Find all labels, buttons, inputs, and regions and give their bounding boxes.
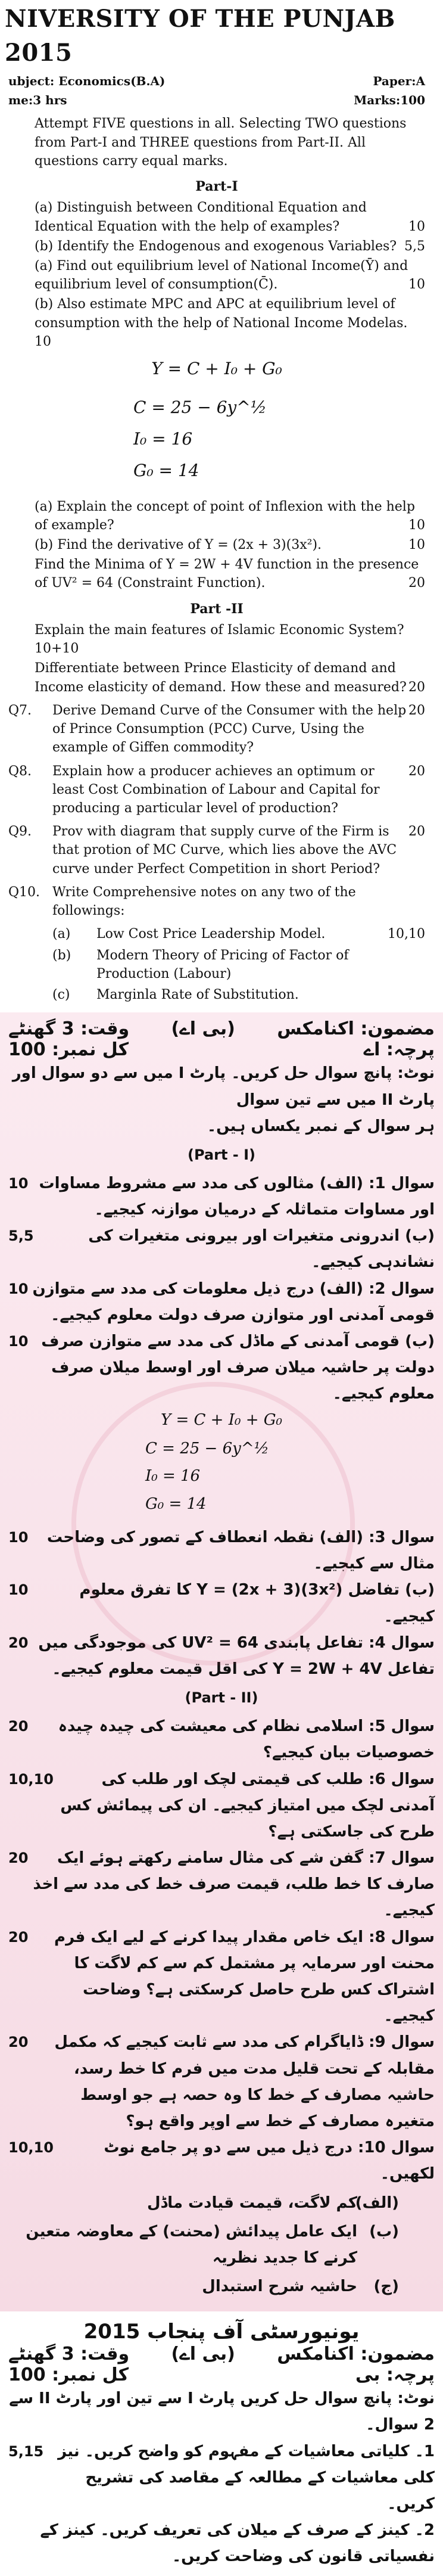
- question-marks: 20: [408, 763, 425, 779]
- time-label: me:3 hrs: [8, 92, 67, 107]
- paper-b-instruction: نوٹ: پانچ سوال حل کریں پارٹ I سے تین اور پارٹ II سے 2 سوال۔: [9, 2389, 435, 2434]
- sub-label: (a): [52, 927, 71, 942]
- question-text: Write Comprehensive notes on any two of the followings:: [52, 884, 356, 919]
- q5: Explain the main features of Islamic Economic System?10+10: [35, 622, 404, 657]
- question-text: Prov with diagram that supply curve of the Firm is that protion of MC Curve, which lies above the AVC curve under Perfect Competition in short Period?: [52, 824, 397, 877]
- q10-sub-item: [52, 925, 425, 943]
- paper-b-title: یونیورسٹی آف پنجاب 2015: [83, 2320, 360, 2344]
- urdu-sub-item: [8, 2190, 399, 2216]
- urdu-equation-i: I₀ = 16: [145, 1467, 201, 1486]
- urdu-q7: 20 سوال 7: گفن شے کی مثال سامنے رکھتے ہوئے ایک صارف کا خط طلب، قیمت صرف خط کی مدد سے اخذ کیجیے۔: [8, 1849, 435, 1920]
- urdu-sub-label: (ب): [369, 2222, 399, 2241]
- question-row: [8, 762, 425, 818]
- paper-b-marks: کل نمبر: 100: [8, 2364, 129, 2386]
- question-row: [8, 822, 425, 878]
- urdu-course: (بی اے): [171, 1018, 235, 1040]
- urdu-subject: مضمون: اکنامکس: [277, 1018, 435, 1040]
- question-marks: 20: [408, 824, 425, 840]
- urdu-q3a: 10 سوال 3: (الف) نقطہ انعطاف کے تصور کی وضاحت مثال سے کیجیے۔: [8, 1528, 435, 1573]
- exam-title: NIVERSITY OF THE PUNJAB 2015: [5, 5, 395, 67]
- q2a: (a) Find out equilibrium level of National Income(Ȳ) and equilibrium level of consumption(C̄). 10: [35, 257, 425, 294]
- meta-row-1: [8, 73, 425, 89]
- question-number: Q8.: [8, 763, 32, 779]
- q2a-marks: 10: [408, 277, 425, 293]
- urdu-part1-heading: (Part - I): [188, 1146, 255, 1163]
- meta-row-2: [8, 92, 425, 108]
- urdu-q5: 20 سوال 5: اسلامی نظام کی معیشت کی چیدہ چیدہ خصوصیات بیان کیجیے؟: [8, 1717, 435, 1762]
- urdu-q2a: 10 سوال 2: (الف) درج ذیل معلومات کی مدد سے متوازن قومی آمدنی اور متوازن صرف دولت معلوم کیجیے۔: [8, 1279, 435, 1324]
- paper-b-course: (بی اے): [171, 2344, 235, 2365]
- paper-b-q1: 5,15 1۔ کلیاتی معاشیات کے مفہوم کو واضح کریں۔ نیز کلی معاشیات کے مطالعہ کے مقاصد کی تشریح کریں۔: [8, 2442, 435, 2513]
- equation-main: Y = C + I₀ + G₀: [151, 359, 282, 379]
- q1a-marks: 10: [408, 219, 425, 234]
- urdu-equation-g: G₀ = 14: [145, 1495, 207, 1514]
- sub-text: Low Cost Price Leadership Model.: [96, 927, 326, 942]
- equation-g: G₀ = 14: [133, 461, 199, 481]
- q1b-marks: 5,5: [404, 238, 425, 254]
- question-number: Q9.: [8, 824, 32, 840]
- urdu-q10: 10,10 سوال 10: درج ذیل میں سے دو پر جامع نوٹ لکھیں۔: [8, 2139, 435, 2183]
- paper-label: Paper:A: [373, 73, 425, 88]
- q10-sub-list: [8, 925, 425, 1004]
- urdu-q4: 20 سوال 4: تفاعل پابندی UV² = 64 کی موجودگی میں تفاعل Y = 2W + 4V کی اقل قیمت معلوم کیجیے۔: [8, 1633, 435, 1678]
- urdu-q9: 20 سوال 9: ڈایاگرام کی مدد سے ثابت کیجیے کہ مکمل مقابلہ کے تحت قلیل مدت میں فرم کا خط رسد، حاشیہ مصارف کے خط کا وہ حصہ ہے جو اوسط متغیرہ مصارف کے خط سے اوپر واقع ہو؟: [8, 2033, 435, 2130]
- urdu-sub-text: ایک عامل پیدائش (محنت) کے معاوضہ متعین کرنے کا جدید نظریہ: [26, 2222, 357, 2267]
- marks-label: Marks:100: [354, 92, 425, 107]
- question-row: [8, 883, 425, 920]
- q4: Find the Minima of Y = 2W + 4V function in the presence of UV² = 64 (Constraint Function). 20: [35, 555, 425, 592]
- urdu-instruction-2: ہر سوال کے نمبر یکساں ہیں۔: [207, 1117, 435, 1135]
- urdu-sub-label: (ج): [373, 2277, 399, 2296]
- equation-block: [133, 391, 425, 487]
- sub-label: (b): [52, 947, 71, 963]
- urdu-q1b: 5,5 (ب) اندرونی متغیرات اور بیرونی متغیرات کی نشاندہی کیجیے۔: [8, 1227, 435, 1272]
- part2-heading: Part -II: [190, 601, 244, 617]
- q1b: (b) Identify the Endogenous and exogenous Variables? 5,5: [35, 237, 425, 256]
- q3b-marks: 10: [408, 537, 425, 552]
- urdu-q1a: 10 سوال 1: (الف) مثالوں کی مدد سے مشروط مساوات اور مساوات متماثلہ کے درمیان موازنہ کیجیے۔: [8, 1174, 435, 1219]
- sub-text: Modern Theory of Pricing of Factor of Production (Labour): [96, 947, 349, 981]
- sub-text: Marginla Rate of Substitution.: [96, 987, 299, 1003]
- part1-heading: Part-I: [195, 179, 238, 195]
- paper-b-subject: مضمون: اکنامکس: [277, 2344, 435, 2365]
- q6-marks: 20: [408, 679, 425, 695]
- equation-c: C = 25 − 6y^½: [133, 397, 267, 417]
- urdu-header-row-1: [8, 1018, 435, 1039]
- paper-b-header-row-2: [8, 2364, 435, 2385]
- q4-marks: 20: [408, 576, 425, 591]
- question-text: Explain how a producer achieves an optimum or least Cost Combination of Labour and Capital for producing a particular level of production?: [52, 763, 380, 816]
- sub-marks: 10,10: [388, 927, 425, 942]
- q10-sub-item: [52, 986, 425, 1004]
- urdu-sub-text: حاشیہ شرح استبدال: [202, 2277, 357, 2296]
- question-marks: 20: [408, 703, 425, 718]
- q3b: (b) Find the derivative of Y = (2x + 3)(3x²). 10: [35, 536, 425, 554]
- paper-b-header-row-1: [8, 2344, 435, 2364]
- urdu-q8: 20 سوال 8: ایک خاص مقدار پیدا کرنے کے لیے ایک فرم محنت اور سرمایہ پر مشتمل کم سے کم لاگت کا اشتراک کس طرح حاصل کرسکتی ہے؟ وضاحت کیجیے۔: [8, 1928, 435, 2025]
- urdu-sub-text: کم لاگت، قیمت قیادت ماڈل: [146, 2193, 357, 2212]
- q6: Differentiate between Prince Elasticity of demand and Income elasticity of demand. How these and measured? 20: [35, 659, 425, 696]
- urdu-section: [0, 1012, 443, 2311]
- urdu-instruction: نوٹ: پانچ سوال حل کریں۔ پارٹ I میں سے دو سوال اور پارٹ II میں سے تین سوال: [12, 1064, 435, 1109]
- q2b: (b) Also estimate MPC and APC at equilibrium level of consumption with the help of National Income Modelas. 10: [35, 297, 408, 349]
- q1a: (a) Distinguish between Conditional Equation and Identical Equation with the help of examples? 10: [35, 198, 425, 235]
- question-row: [8, 701, 425, 757]
- urdu-part2-heading: (Part - II): [185, 1689, 258, 1707]
- question-text: Derive Demand Curve of the Consumer with the help of Prince Consumption (PCC) Curve, Using the example of Giffen commodity?: [52, 703, 407, 756]
- urdu-sub-label: (الف): [355, 2193, 399, 2212]
- question-number: Q10.: [8, 884, 40, 900]
- q3a-marks: 10: [408, 517, 425, 533]
- question-number: Q7.: [8, 703, 32, 718]
- urdu-q3b: 10 (ب) تفاضل Y = (2x + 3)(3x²) کا تفرق معلوم کیجیے۔: [8, 1581, 435, 1626]
- paper-b-section: [0, 2311, 443, 2575]
- urdu-equation-main: Y = C + I₀ + G₀: [161, 1410, 282, 1429]
- urdu-equation-c: C = 25 − 6y^½: [145, 1439, 269, 1458]
- urdu-sub-item: [8, 2218, 399, 2271]
- sub-label: (c): [52, 987, 70, 1003]
- urdu-q10-sub-list: [8, 2190, 435, 2300]
- paper-b-time: وقت: 3 گھنٹے: [8, 2344, 130, 2365]
- english-section: [0, 0, 443, 1012]
- q3a: (a) Explain the concept of point of Inflexion with the help of example? 10: [35, 498, 425, 535]
- urdu-header-row-2: [8, 1039, 435, 1060]
- urdu-paper: پرچہ: اے: [363, 1039, 435, 1061]
- equation-i: I₀ = 16: [133, 429, 193, 449]
- urdu-marks: کل نمبر: 100: [8, 1039, 129, 1061]
- paper-b-q2: 2۔ کینز کے صرف کے میلان کی تعریف کریں۔ کینز کے نفسیاتی قانون کی وضاحت کریں۔: [40, 2521, 435, 2566]
- q10-sub-item: [52, 946, 425, 983]
- urdu-sub-item: [8, 2273, 399, 2300]
- paper-b-paper: پرچہ: بی: [355, 2364, 435, 2386]
- instructions: Attempt FIVE questions in all. Selecting TWO questions from Part-I and THREE questions from Part-II. All questions carry equal marks.: [35, 116, 407, 169]
- urdu-time: وقت: 3 گھنٹے: [8, 1018, 130, 1040]
- question-list: [8, 701, 425, 921]
- urdu-q2b: 10 (ب) قومی آمدنی کے ماڈل کی مدد سے متوازن صرف دولت پر حاشیہ میلان صرف اور اوسط میلان صرف معلوم کیجیے۔: [8, 1332, 435, 1403]
- urdu-q6: 10,10 سوال 6: طلب کی قیمتی لچک اور طلب کی آمدنی لچک میں امتیاز کیجیے۔ ان کی پیمائش کس طرح کی جاسکتی ہے؟: [8, 1770, 435, 1841]
- subject-label: ubject: Economics(B.A): [8, 73, 166, 88]
